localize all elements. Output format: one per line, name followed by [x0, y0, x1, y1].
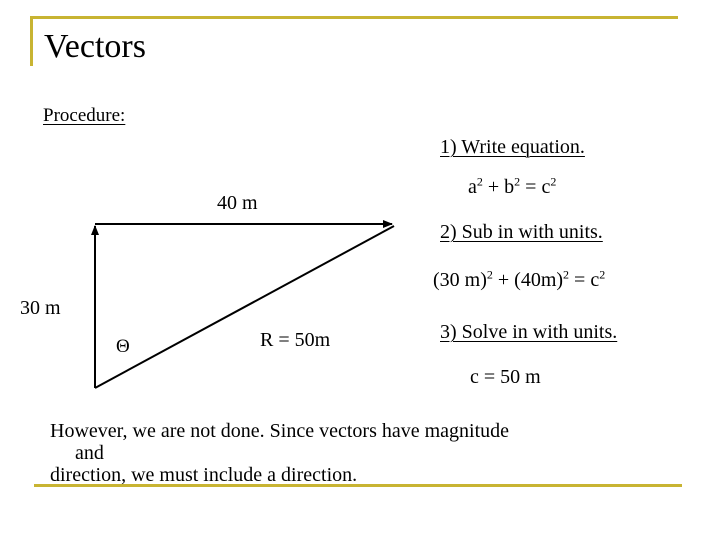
equation-part: = c — [569, 269, 600, 291]
equation-part: a — [468, 176, 477, 198]
equation-part: = c — [520, 176, 551, 198]
step-2-sub-in-units: 2) Sub in with units. — [440, 221, 603, 243]
paragraph-line: direction, we must include a direction. — [50, 464, 358, 486]
equation-part: (30 m) — [433, 269, 487, 291]
equation-exponent: 2 — [550, 174, 557, 189]
resultant-vector-50m — [95, 226, 394, 388]
equation-part: + b — [482, 176, 515, 198]
equation-exponent: 2 — [476, 174, 483, 189]
equation-exponent: 2 — [563, 267, 570, 282]
paragraph-line: and — [75, 442, 104, 464]
equation-part: + (40m) — [492, 269, 564, 291]
equation-exponent: 2 — [599, 267, 606, 282]
paragraph-line: However, we are not done. Since vectors have magnitude — [50, 420, 510, 442]
equation-result: c = 50 m — [470, 366, 541, 388]
vertical-vector-label: 30 m — [20, 297, 61, 319]
resultant-vector-label: R = 50m — [260, 329, 331, 351]
step-1-write-equation: 1) Write equation. — [440, 136, 585, 158]
equation-exponent: 2 — [486, 267, 493, 282]
slide-title: Vectors — [44, 28, 146, 65]
direction-note-paragraph — [50, 420, 650, 486]
horizontal-vector-label: 40 m — [217, 192, 258, 214]
step-3-solve-units: 3) Solve in with units. — [440, 321, 618, 343]
procedure-heading: Procedure: — [43, 105, 126, 126]
equation-exponent: 2 — [514, 174, 521, 189]
angle-theta-label: Θ — [116, 336, 130, 357]
